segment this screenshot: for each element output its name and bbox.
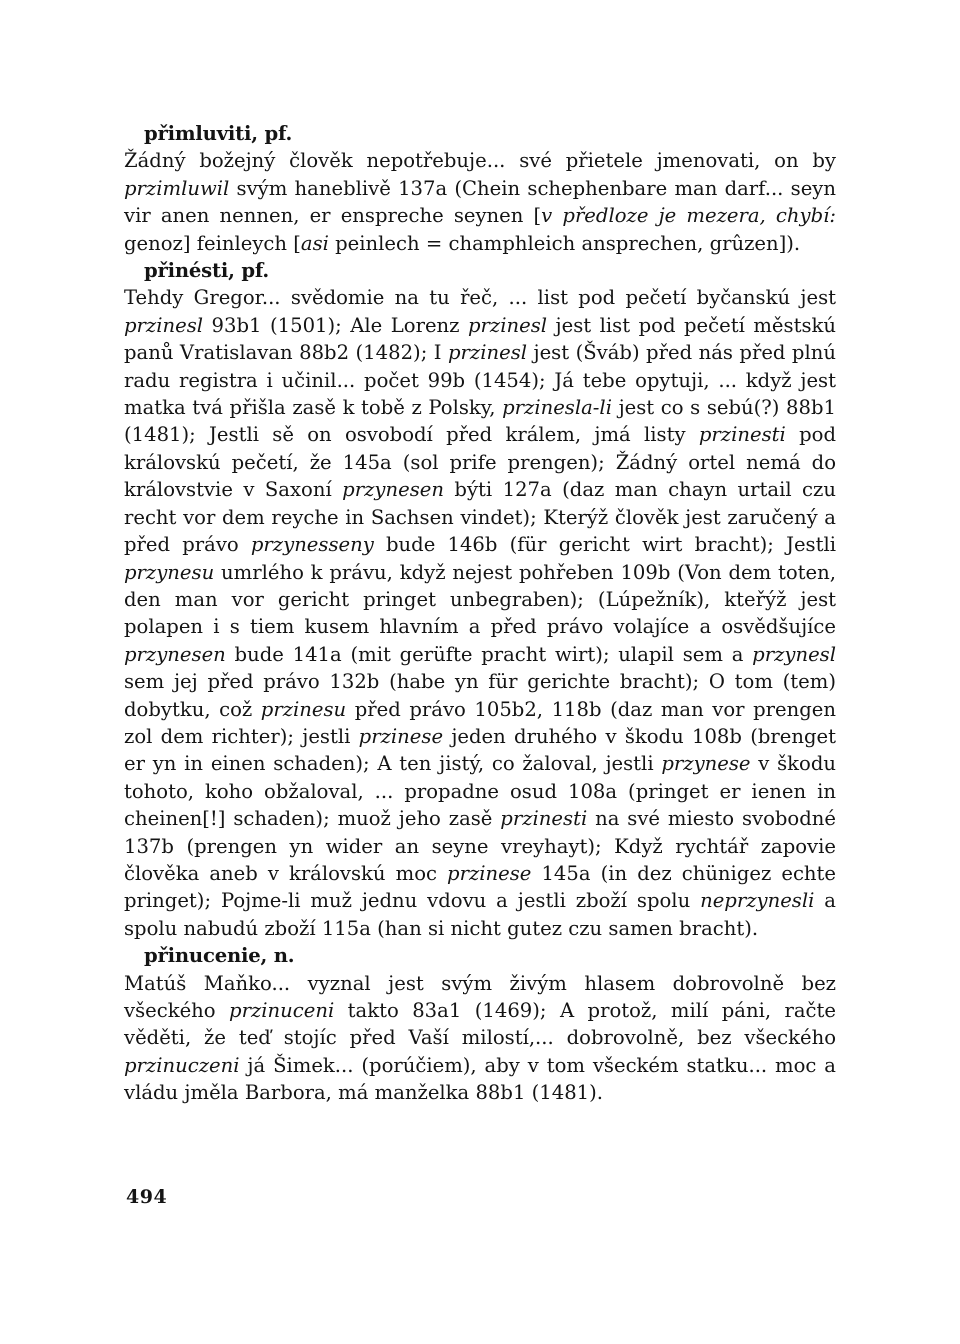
citation-text: před právo 105b2, 118b (daz man vor prengen zol dem richter); jestli: [124, 697, 836, 748]
citation-text: Žádný božejný člověk nepotřebuje... své přietele jmenovati, on by: [124, 149, 836, 173]
page-number: 494: [126, 1186, 168, 1208]
entry-body: [124, 970, 836, 1107]
attested-form: przynesen: [124, 642, 226, 666]
citation-text: já Šimek... (porúčiem), aby v tom všeckém statku... moc a vládu jměla Barbora, má manželka 88b1 (1481).: [124, 1053, 836, 1105]
attested-form: przinuceni: [229, 999, 335, 1022]
citation-text: Tehdy Gregor... svědomie na tu řeč, ... list pod pečetí byčanskú jest: [124, 286, 836, 310]
entry-body: [124, 284, 836, 942]
entry-headword: přinucenie, n.: [144, 944, 295, 968]
citation-text: jeden druhého v škodu 108b (brenget er yn in einen schaden); A ten jistý, co žaloval, jestli: [124, 724, 836, 776]
attested-form: przinesl: [467, 313, 548, 337]
citation-text: jest list pod pečetí městskú panů Vratislavan 88b2 (1482); I: [124, 313, 836, 365]
attested-form: v předloze je mezera, chybí:: [541, 204, 837, 228]
citation-text: 145a (in dez chünigez echte pringet); Pojme-li muž jednu vdovu a jestli zboží spolu: [124, 861, 836, 913]
citation-text: býti 127a (daz man chayn urtail czu recht vor dem reyche in Sachsen vindet); Kterýž člověk jest zaručený a před právo: [124, 478, 836, 557]
citation-text: Matúš Maňko... vyznal jest svým živým hlasem dobrovolně bez všeckého: [124, 971, 836, 1022]
citation-text: jest (Šváb) před nás před plnú radu registra i učinil... počet 99b (1454); Já tebe opytuji, ... když jest matka tvá přišla zasě k tobě z Polsky,: [124, 341, 836, 420]
citation-text: svým haneblivě 137a (Chein schephenbare man darf... seyn vir anen nennen, er enspreche seynen [: [124, 176, 836, 228]
attested-form: przinese: [358, 724, 444, 748]
attested-form: przinesti: [500, 807, 588, 831]
citation-text: peinlech = champhleich ansprechen, grûzen]).: [328, 231, 801, 255]
dictionary-page: [124, 120, 836, 1107]
entry-headword: přimluviti, pf.: [144, 122, 293, 145]
attested-form: przinesl: [124, 313, 204, 337]
citation-text: bude 146b (für gericht wirt bracht); Jestli: [373, 533, 836, 557]
attested-form: przinuczeni: [124, 1053, 240, 1077]
citation-text: na své miesto svobodné 137b (prengen yn wider an seyne vreyhayt); Když rychtář zapovie člověka aneb v královskú moc: [124, 807, 836, 885]
entry-headword: přinésti, pf.: [144, 259, 269, 283]
citation-text: jest co s sebú(?) 88b1 (1481); Jestli sě on osvobodí před králem, jmá listy: [124, 396, 836, 447]
citation-text: 93b1 (1501); Ale Lorenz: [203, 313, 468, 337]
attested-form: przynesu: [124, 560, 215, 584]
citation-text: bude 141a (mit gerüfte pracht wirt); ulapil sem a: [225, 642, 753, 666]
citation-text: a spolu nabudú zboží 115a (han si nicht gutez czu samen bracht).: [124, 889, 836, 940]
attested-form: przinesla-li: [502, 396, 612, 420]
attested-form: przimluwil: [124, 176, 230, 200]
attested-form: przynese: [661, 752, 751, 776]
citation-text: umrlého k právu, když nejest pohřeben 109b (Von dem toten, den man vor gericht pringet unbegraben); (Lúpežník), kteřýž jest polapen i s tiem kusem hlavním a před právo volajíce a osvědšujíce: [124, 560, 836, 639]
entry-body: [124, 147, 836, 257]
citation-text: v škodu tohoto, koho obžaloval, ... propadne osud 108a (pringet er ienen in cheinen[!] schaden); muož jeho zasě: [124, 752, 836, 831]
attested-form: asi: [300, 231, 329, 255]
attested-form: przynesseny: [250, 533, 374, 557]
attested-form: przinesti: [698, 423, 786, 447]
citation-text: takto 83a1 (1469); A protož, milí páni, račte věděti, že teď stojíc před Vaší milostí,... dobrovolně, bez všeckého: [124, 999, 837, 1050]
attested-form: przinesu: [260, 697, 347, 721]
attested-form: neprzynesli: [700, 889, 815, 913]
citation-text: sem jej před právo 132b (habe yn für gerichte bracht); O tom (tem) dobytku, což: [124, 670, 836, 721]
attested-form: przinese: [447, 861, 532, 885]
attested-form: przinesl: [447, 341, 528, 365]
attested-form: przynesl: [752, 642, 836, 666]
attested-form: przynesen: [342, 478, 444, 502]
citation-text: pod královskú pečetí, že 145a (sol prife prengen); Žádný ortel nemá do královstvie v Saxoní: [124, 423, 836, 502]
citation-text: genoz] feinleych [: [124, 231, 301, 255]
